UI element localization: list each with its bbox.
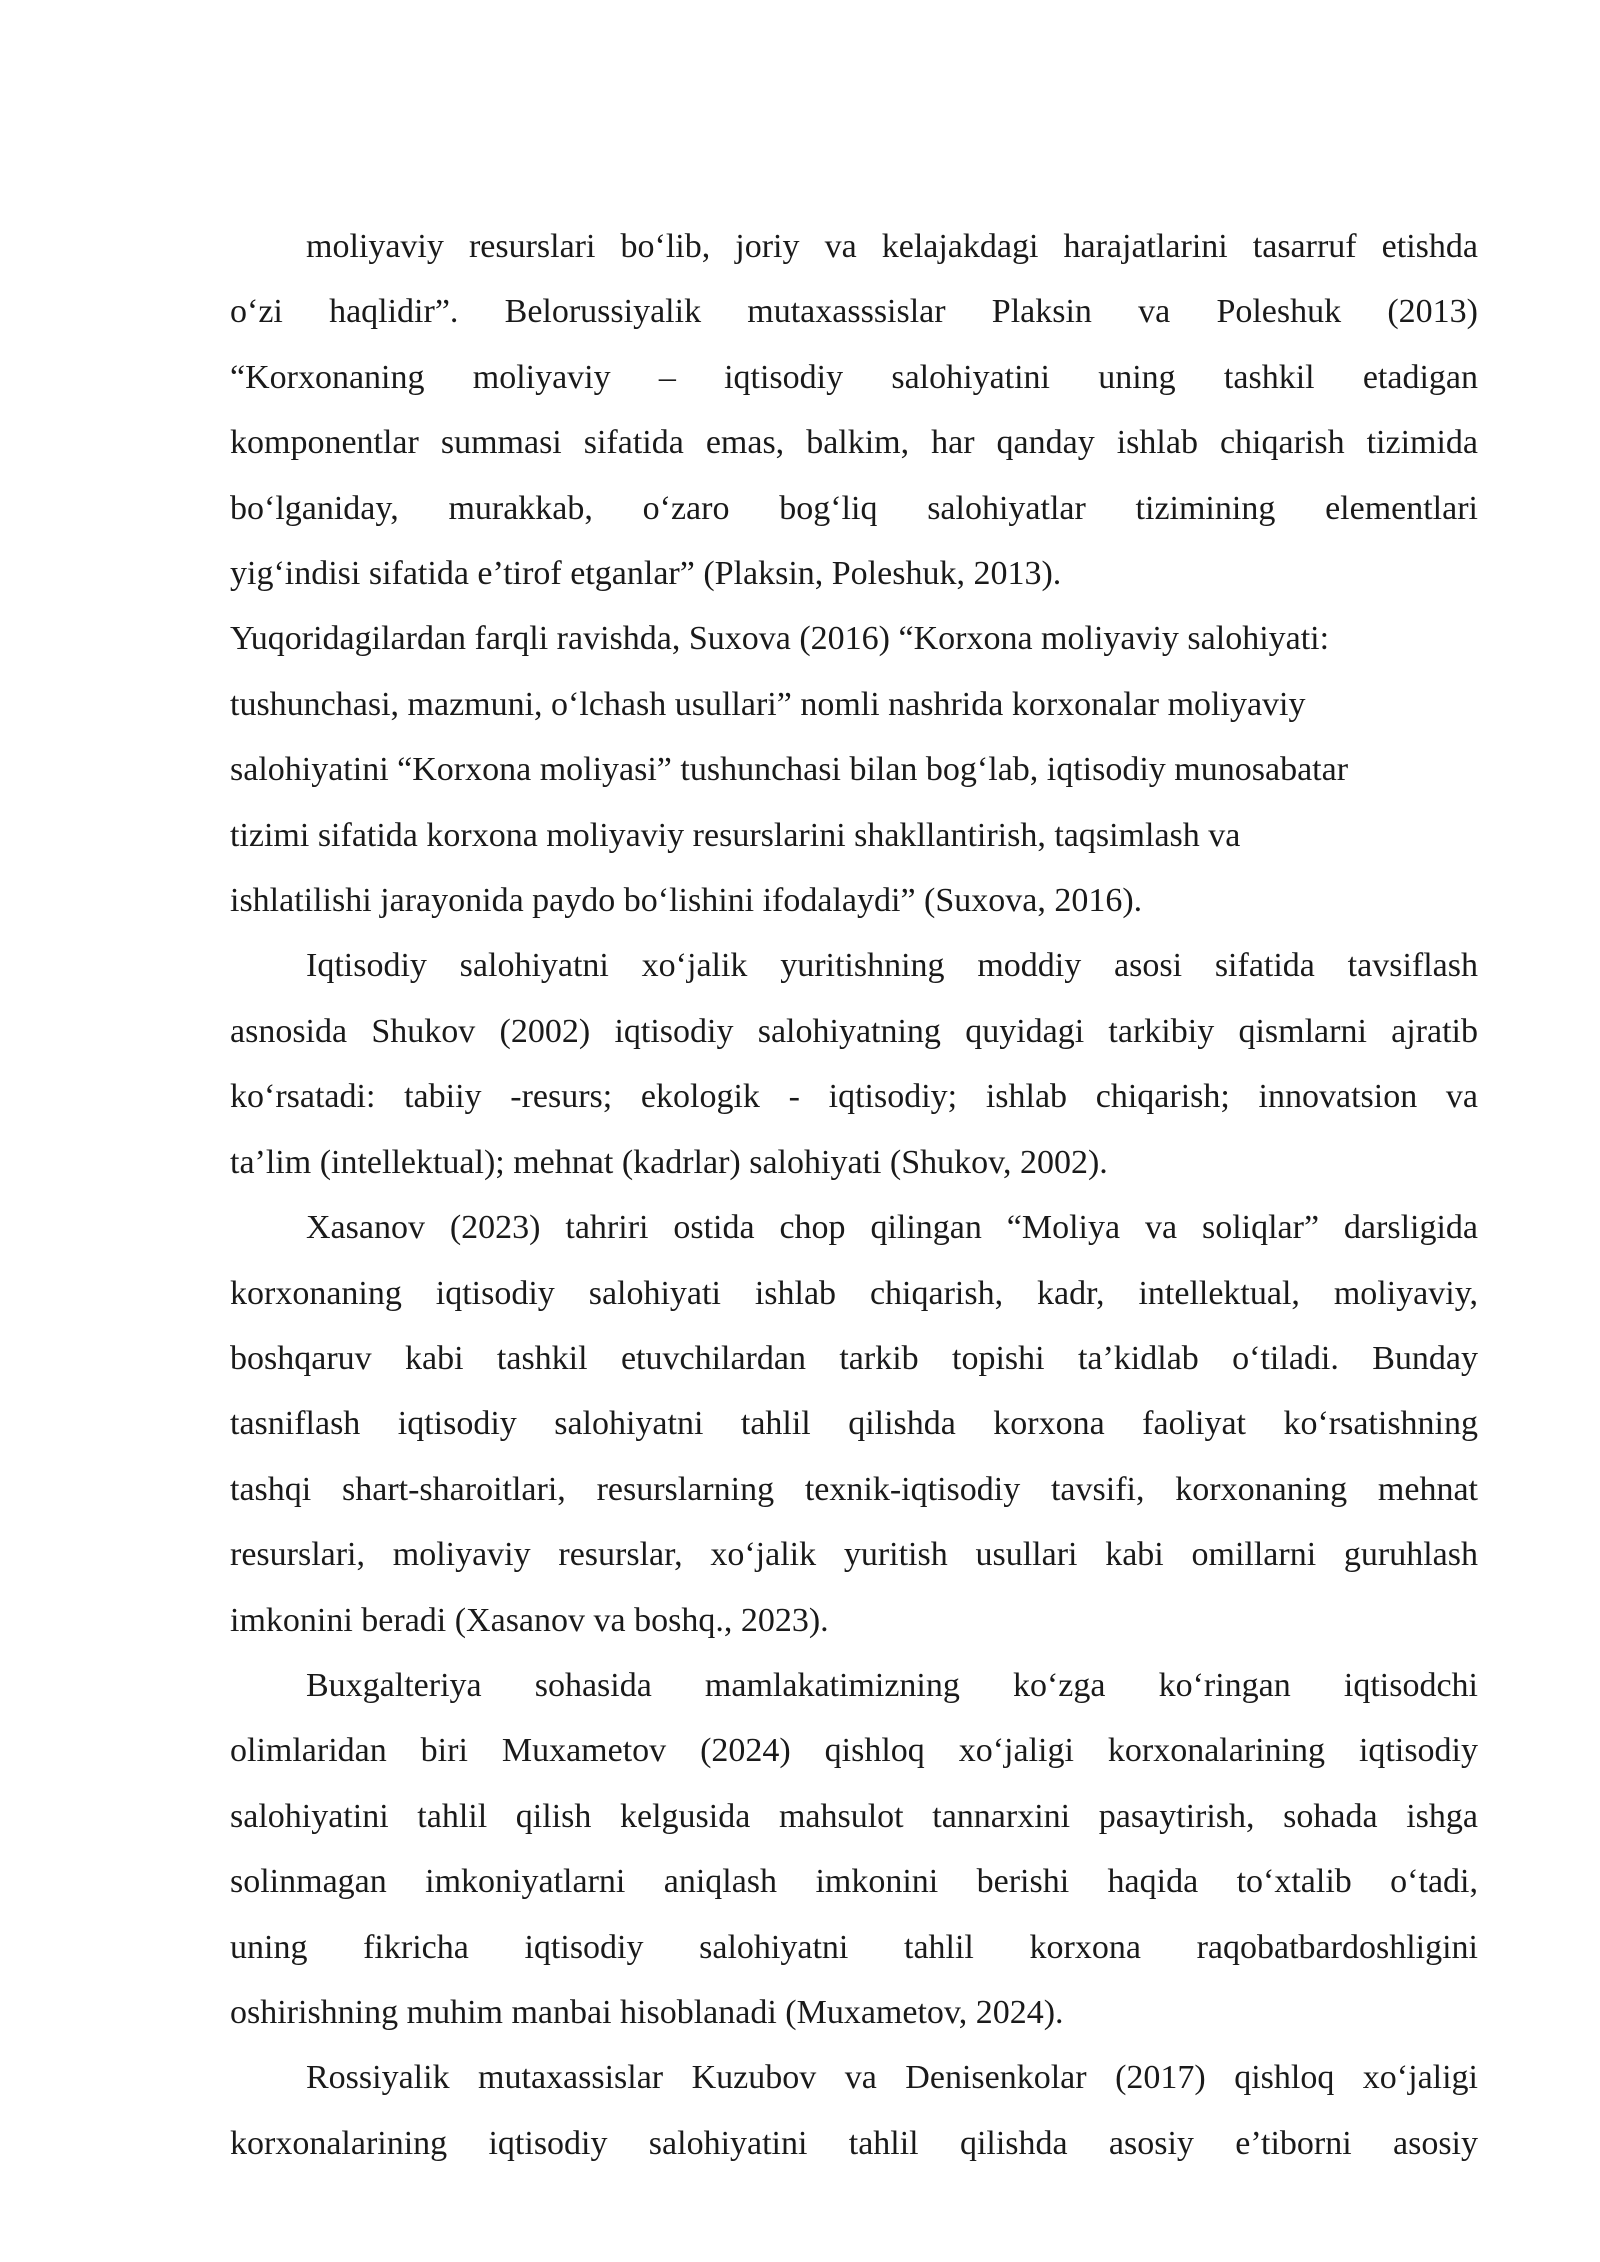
text-line: tushunchasi, mazmuni, o‘lchash usullari” nomli nashrida korxonalar moliyaviy [230,685,1306,723]
text-line: olimlaridan biri Muxametov (2024) qishloq xo‘jaligi korxonalarining iqtisodiy [230,1732,1478,1770]
text-line: bo‘lganiday, murakkab, o‘zaro bog‘liq salohiyatlar tizimining elementlari [230,489,1478,527]
text-line: komponentlar summasi sifatida emas, balkim, har qanday ishlab chiqarish tizimida [230,424,1478,462]
text-line: Buxgalteriya sohasida mamlakatimizning ko‘zga ko‘ringan iqtisodchi [306,1666,1478,1704]
body-paragraph [230,1653,1478,2045]
text-line: uning fikricha iqtisodiy salohiyatni tahlil korxona raqobatbardoshligini [230,1928,1478,1966]
text-line: Rossiyalik mutaxassislar Kuzubov va Denisenkolar (2017) qishloq xo‘jaligi [306,2059,1478,2097]
text-line: imkonini beradi (Xasanov va boshq., 2023). [230,1601,829,1639]
text-line: tizimi sifatida korxona moliyaviy resurslarini shakllantirish, taqsimlash va [230,816,1241,854]
text-line: o‘zi haqlidir”. Belorussiyalik mutaxasssislar Plaksin va Poleshuk (2013) [230,293,1478,331]
text-line: resurslari, moliyaviy resurslar, xo‘jalik yuritish usullari kabi omillarni guruhlash [230,1536,1478,1574]
body-paragraph [230,606,1478,933]
text-line: yig‘indisi sifatida e’tirof etganlar” (Plaksin, Poleshuk, 2013). [230,555,1062,593]
text-line: salohiyatini “Korxona moliyasi” tushunchasi bilan bog‘lab, iqtisodiy munosabatar [230,751,1349,789]
document-page [230,214,1478,2176]
text-line: ta’lim (intellektual); mehnat (kadrlar) salohiyati (Shukov, 2002). [230,1143,1108,1181]
body-paragraph [230,2045,1478,2176]
body-paragraph [230,1195,1478,1653]
text-line: ishlatilishi jarayonida paydo bo‘lishini ifodalaydi” (Suxova, 2016). [230,882,1143,920]
body-paragraph [230,214,1478,606]
text-line: boshqaruv kabi tashkil etuvchilardan tarkib topishi ta’kidlab o‘tiladi. Bunday [230,1339,1478,1377]
text-line: solinmagan imkoniyatlarni aniqlash imkonini berishi haqida to‘xtalib o‘tadi, [230,1863,1478,1901]
text-line: “Korxonaning moliyaviy – iqtisodiy salohiyatini uning tashkil etadigan [230,358,1478,396]
text-line: Iqtisodiy salohiyatni xo‘jalik yuritishning moddiy asosi sifatida tavsiflash [306,947,1478,985]
text-line: moliyaviy resurslari bo‘lib, joriy va kelajakdagi harajatlarini tasarruf etishda [306,228,1478,265]
text-line: Yuqoridagilardan farqli ravishda, Suxova (2016) “Korxona moliyaviy salohiyati: [230,620,1330,658]
text-line: korxonaning iqtisodiy salohiyati ishlab chiqarish, kadr, intellektual, moliyaviy, [230,1274,1478,1312]
text-line: salohiyatini tahlil qilish kelgusida mahsulot tannarxini pasaytirish, sohada ishga [230,1797,1478,1835]
text-line: ko‘rsatadi: tabiiy -resurs; ekologik - iqtisodiy; ishlab chiqarish; innovatsion va [230,1078,1478,1116]
text-line: asnosida Shukov (2002) iqtisodiy salohiyatning quyidagi tarkibiy qismlarni ajratib [230,1012,1478,1050]
text-line: korxonalarining iqtisodiy salohiyatini tahlil qilishda asosiy e’tiborni asosiy [230,2124,1478,2162]
body-paragraph [230,933,1478,1195]
text-line: oshirishning muhim manbai hisoblanadi (Muxametov, 2024). [230,1993,1064,2031]
text-line: Xasanov (2023) tahriri ostida chop qilingan “Moliya va soliqlar” darsligida [306,1209,1478,1247]
text-line: tashqi shart-sharoitlari, resurslarning texnik-iqtisodiy tavsifi, korxonaning mehnat [230,1470,1478,1508]
text-line: tasniflash iqtisodiy salohiyatni tahlil qilishda korxona faoliyat ko‘rsatishning [230,1405,1478,1443]
